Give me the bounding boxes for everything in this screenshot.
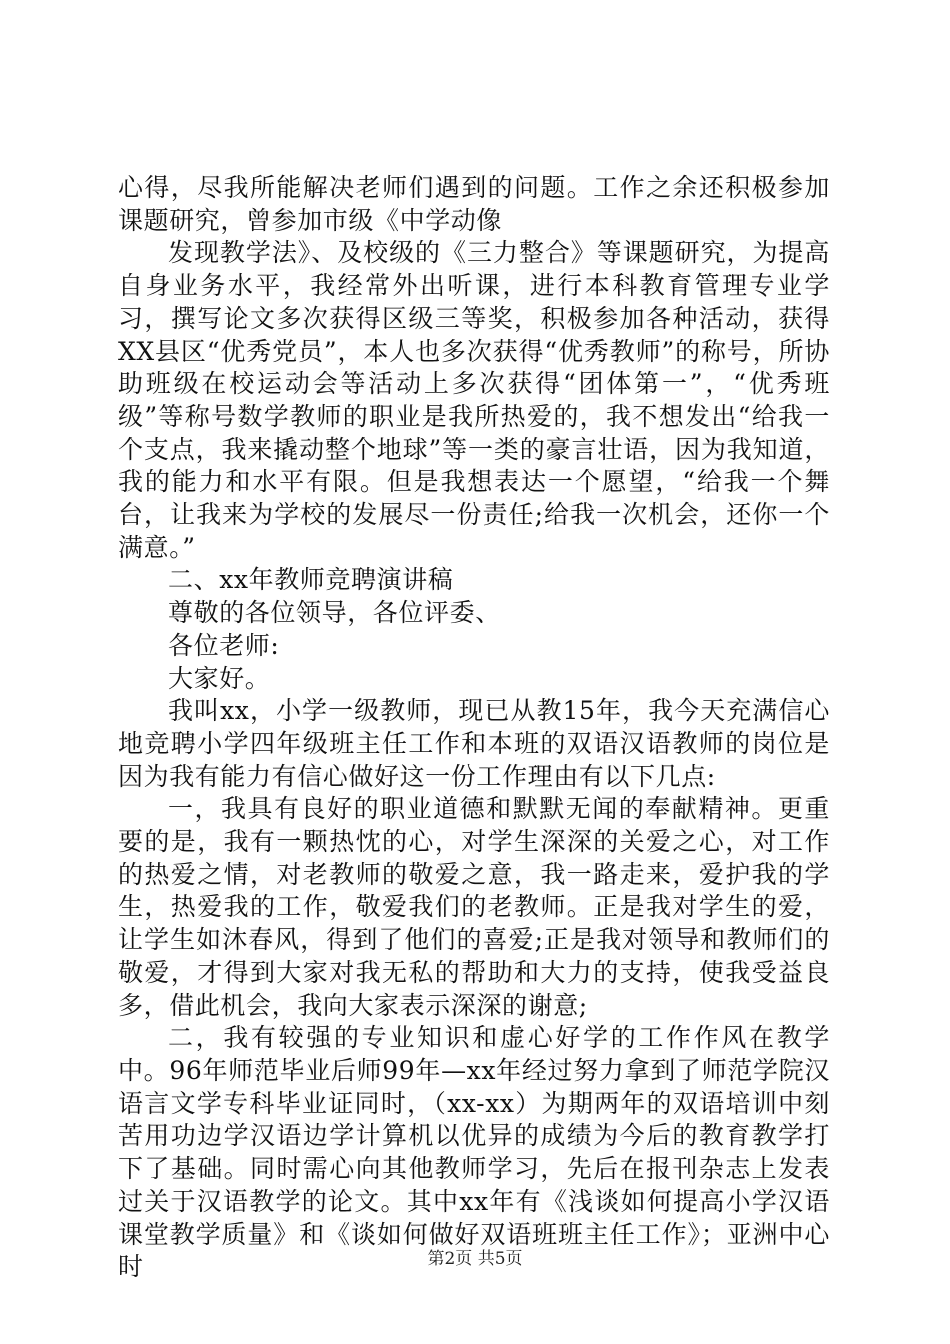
paragraph: 发现教学法》、及校级的《三力整合》等课题研究，为提高自身业务水平，我经常外出听课，进行本科教育管理专业学习，撰写论文多次获得区级三等奖，积极参加各种活动，获得XX县区“优秀党员”，本人也多次获得“优秀教师”的称号，所协助班级在校运动会等活动上多次获得“团体第一”，“优秀班级”等称号数学教师的职业是我所热爱的，我不想发出“给我一个支点，我来撬动整个地球”等一类的豪言壮语，因为我知道，我的能力和水平有限。但是我想表达一个愿望，“给我一个舞台，让我来为学校的发展尽一份责任;给我一次机会，还你一个满意。” bbox=[118, 238, 830, 562]
paragraph: 我叫xx，小学一级教师，现已从教15年，我今天充满信心地竞聘小学四年级班主任工作和本班的双语汉语教师的岗位是因为我有能力有信心做好这一份工作理由有以下几点: bbox=[118, 696, 830, 791]
paragraph: 心得，尽我所能解决老师们遇到的问题。工作之余还积极参加课题研究，曾参加市级《中学动像 bbox=[118, 173, 830, 235]
section-heading: 二、xx年教师竞聘演讲稿 bbox=[168, 565, 454, 595]
salutation-line: 各位老师: bbox=[168, 630, 280, 660]
greeting-line: 大家好。 bbox=[168, 663, 271, 693]
salutation-line: 尊敬的各位领导，各位评委、 bbox=[168, 598, 501, 628]
document-body bbox=[118, 172, 830, 1284]
page-number-footer: 第2页 共5页 bbox=[427, 1249, 523, 1269]
paragraph: 二，我有较强的专业知识和虚心好学的工作作风在教学中。96年师范毕业后师99年—xx年经过努力拿到了师范学院汉语言文学专科毕业证同时，（xx-xx）为期两年的双语培训中刻苦用功边学汉语边学计算机以优异的成绩为今后的教育教学打下了基础。同时需心向其他教师学习，先后在报刊杂志上发表过关于汉语教学的论文。其中xx年有《浅谈如何提高小学汉语课堂教学质量》和《谈如何做好双语班班主任工作》；亚洲中心时 bbox=[118, 1023, 830, 1282]
paragraph: 一，我具有良好的职业道德和默默无闻的奉献精神。更重要的是，我有一颗热忱的心，对学生深深的关爱之心，对工作的热爱之情，对老教师的敬爱之意，我一路走来，爱护我的学生，热爱我的工作，敬爱我们的老教师。正是我对学生的爱，让学生如沐春风，得到了他们的喜爱;正是我对领导和教师们的敬爱，才得到大家对我无私的帮助和大力的支持，使我受益良多，借此机会，我向大家表示深深的谢意; bbox=[118, 794, 830, 1020]
